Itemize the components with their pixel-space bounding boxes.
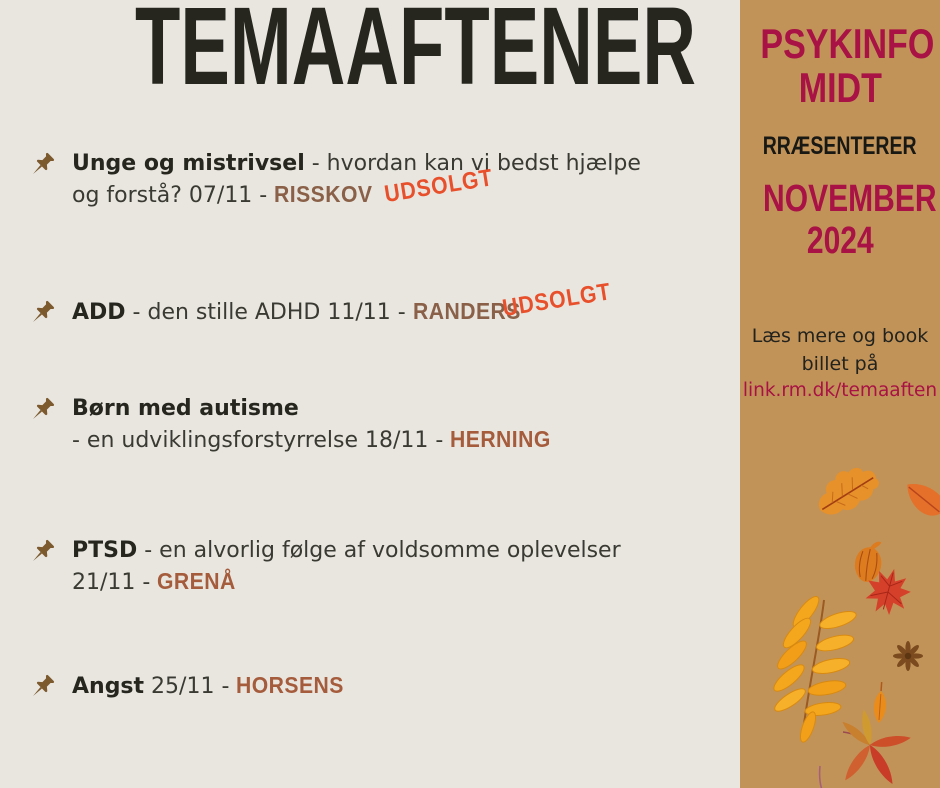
event-line [72, 296, 530, 328]
event-text: - hvordan kan vi bedst hjælpe [304, 151, 641, 176]
event-item-angst [28, 670, 354, 702]
page-title-text: TEMAAFTENER [135, 0, 697, 108]
month-line2: 2024 [806, 220, 874, 262]
sidebar [740, 0, 940, 788]
info-line1: Læs mere og book [751, 325, 929, 347]
month-line1: NOVEMBER [763, 178, 937, 220]
event-title: Unge og mistrivsel [72, 151, 305, 176]
soldout-badge: UDSOLGT [500, 278, 613, 323]
presents-label: RRÆSENTERER [763, 132, 917, 160]
event-text: - en alvorlig følge af voldsomme oplevelser [137, 538, 621, 563]
event-item-boern-med-autisme [28, 393, 560, 456]
small-leaf [873, 682, 888, 724]
city-name: GRENÅ [157, 568, 237, 594]
event-line [72, 393, 560, 424]
event-line [72, 148, 641, 179]
edge-leaf [901, 481, 940, 518]
event-item-unge-og-mistrivsel [28, 148, 641, 211]
pushpin-icon [26, 536, 58, 568]
event-title: PTSD [72, 538, 138, 563]
event-text: 25/11 - [144, 674, 237, 699]
brand-line1: PSYKINFO [760, 20, 935, 67]
pushpin-icon [26, 149, 58, 181]
event-line [72, 670, 354, 702]
pushpin-icon [26, 394, 58, 426]
event-text: - den stille ADHD 11/11 - [125, 300, 413, 325]
brand-line2: MIDT [798, 64, 882, 111]
stray-stem [820, 766, 822, 788]
info-text [740, 322, 940, 378]
event-line [72, 535, 621, 566]
event-item-add [28, 296, 530, 328]
event-item-ptsd [28, 535, 621, 598]
info-line2: billet på [801, 353, 879, 375]
brand-title [740, 22, 940, 110]
autumn-leaves-decoration [740, 440, 940, 788]
event-text: 21/11 - [72, 570, 158, 595]
oak-leaf [809, 458, 884, 524]
event-text: - en udviklingsforstyrrelse 18/11 - [72, 428, 451, 453]
pushpin-icon [26, 671, 58, 703]
rowan-leaf [770, 593, 858, 744]
city-name: RISSKOV [274, 181, 373, 207]
event-line [72, 566, 621, 598]
city-name: RANDERS [412, 298, 521, 324]
event-title: ADD [72, 300, 126, 325]
city-name: HERNING [450, 426, 552, 452]
event-text: og forstå? 07/11 - [72, 183, 275, 208]
pushpin-icon [26, 297, 58, 329]
city-name: HORSENS [236, 672, 345, 698]
month-label [740, 178, 940, 262]
soldout-badge: UDSOLGT [382, 164, 495, 209]
event-line [72, 179, 641, 211]
event-title: Angst [72, 674, 145, 699]
page-title [0, 0, 740, 108]
event-title: Børn med autisme [72, 396, 299, 421]
event-line [72, 424, 560, 456]
creeper-leaf [840, 709, 912, 787]
booking-link[interactable]: link.rm.dk/temaaften [742, 380, 938, 401]
star-anise [893, 641, 923, 671]
